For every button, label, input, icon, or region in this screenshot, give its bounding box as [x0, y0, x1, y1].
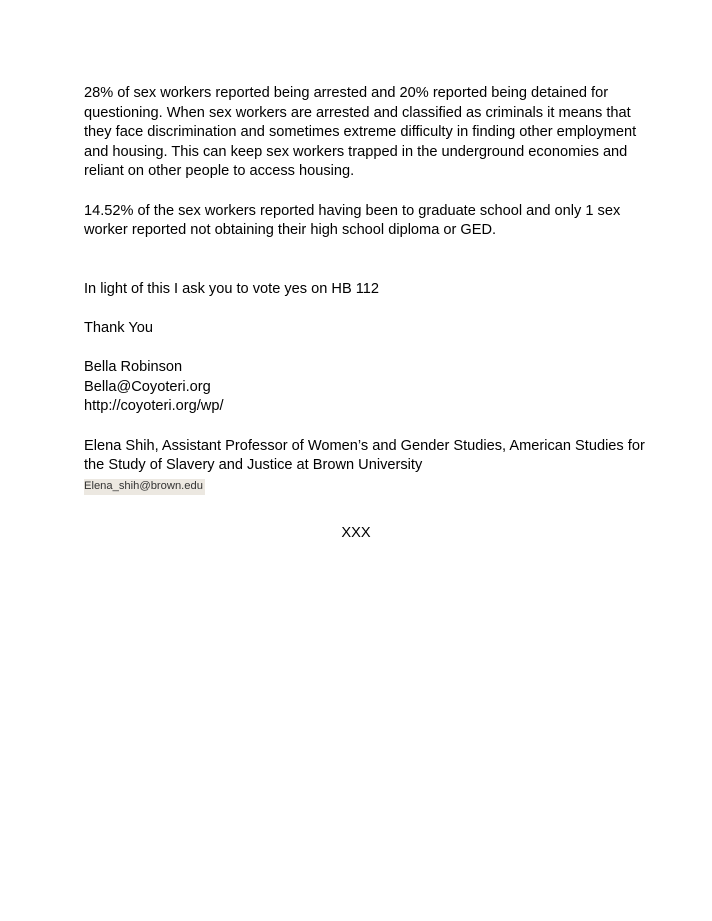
text-line: reliant on other people to access housing. [84, 163, 355, 180]
signature-name: Bella Robinson [84, 359, 183, 376]
paragraph-spacer [84, 339, 644, 359]
cosigner-block [84, 437, 644, 496]
signature-website[interactable]: http://coyoteri.org/wp/ [84, 398, 224, 415]
text-line: questioning. When sex workers are arrested and classified as criminals it means that [84, 104, 631, 121]
text-line: worker reported not obtaining their high school diploma or GED. [84, 222, 497, 239]
cosigner-email[interactable]: Elena_shih@brown.edu [84, 479, 205, 495]
text-line: 28% of sex workers reported being arrested and 20% reported being detained for [84, 85, 609, 101]
paragraph-spacer [84, 241, 644, 280]
text-line: 14.52% of the sex workers reported having been to graduate school and only 1 sex [84, 202, 621, 219]
request-line: In light of this I ask you to vote yes on HB 112 [84, 280, 380, 297]
cosigner-title-line: Elena Shih, Assistant Professor of Women’s and Gender Studies, American Studies for [84, 437, 645, 454]
paragraph-spacer [84, 182, 644, 202]
paragraph-spacer [84, 417, 644, 437]
end-marker: XXX [341, 525, 371, 541]
paragraph-spacer [84, 299, 644, 319]
paragraph-arrests [84, 84, 644, 182]
signature-email[interactable]: Bella@Coyoteri.org [84, 378, 211, 395]
closing-line: Thank You [84, 319, 153, 336]
text-line: and housing. This can keep sex workers trapped in the underground economies and [84, 143, 628, 160]
cosigner-title-line: the Study of Slavery and Justice at Brown University [84, 457, 423, 474]
text-line: they face discrimination and sometimes extreme difficulty in finding other employment [84, 124, 637, 141]
paragraph-education [84, 202, 644, 241]
document-page [84, 84, 644, 495]
signature-block [84, 358, 644, 417]
